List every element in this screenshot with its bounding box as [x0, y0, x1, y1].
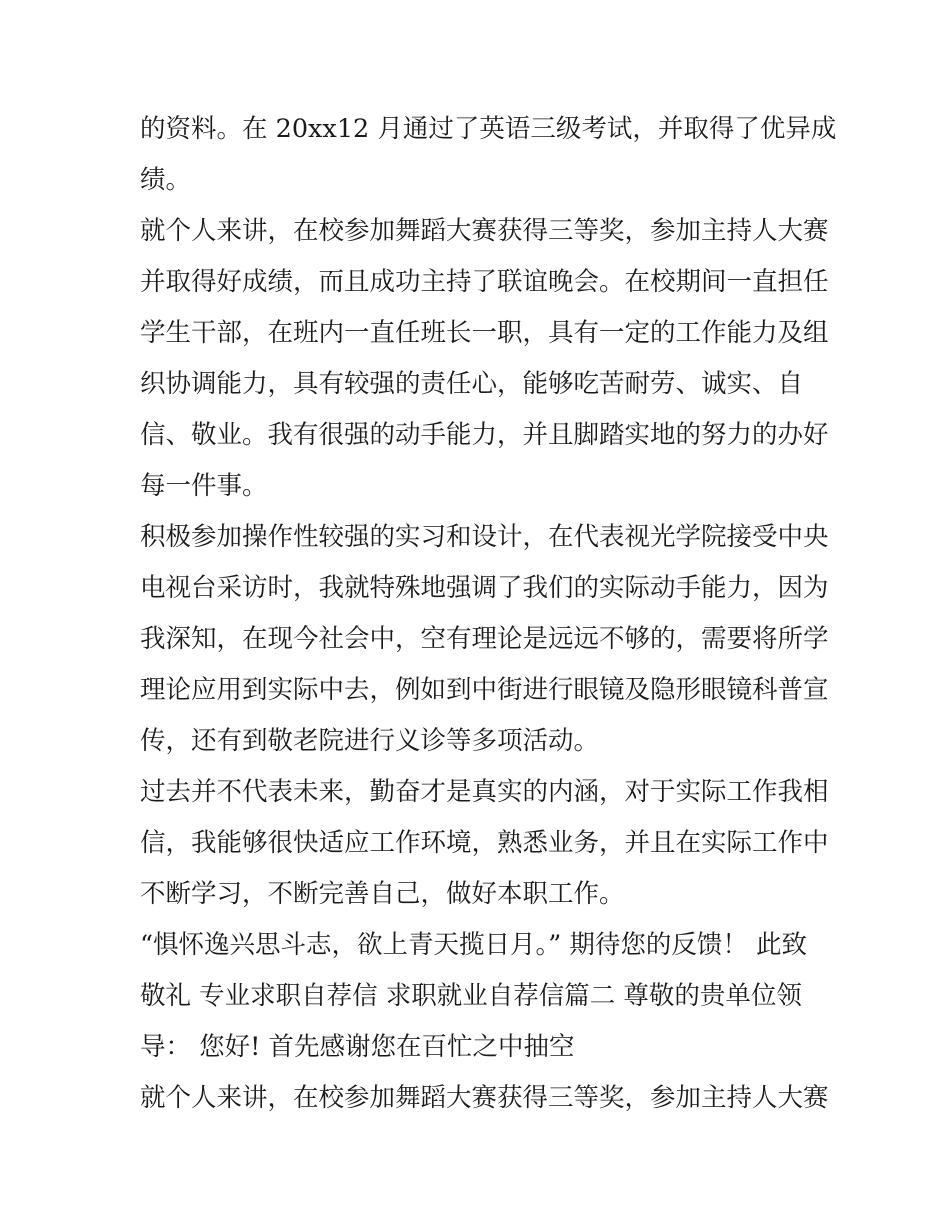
- text-line: 导： 您好! 首先感谢您在百忙之中抽空: [140, 1032, 575, 1062]
- text-line: 并取得好成绩，而且成功主持了联谊晚会。在校期间一直担任: [140, 267, 829, 297]
- document-body: [140, 104, 837, 1124]
- text-line: 敬礼 专业求职自荐信 求职就业自荐信篇二 尊敬的贵单位领: [140, 981, 802, 1011]
- paragraph-exam-result: [140, 104, 837, 206]
- paragraph-closing-and-next-letter: [140, 920, 820, 1073]
- text-line: 传，还有到敬老院进行义诊等多项活动。: [140, 726, 600, 756]
- text-line: 电视台采访时，我就特殊地强调了我们的实际动手能力，因为: [140, 573, 829, 603]
- text-line: 过去并不代表未来，勤奋才是真实的内涵，对于实际工作我相: [140, 777, 829, 807]
- paragraph-repeated-achievements: [140, 1073, 829, 1124]
- text-line: 学生干部，在班内一直任班长一职，具有一定的工作能力及组: [140, 318, 829, 348]
- paragraph-practical-experience: [140, 512, 829, 767]
- paragraph-personal-achievements: [140, 206, 829, 512]
- text-line: 信，我能够很快适应工作环境，熟悉业务，并且在实际工作中: [140, 828, 829, 858]
- text-line: 积极参加操作性较强的实习和设计，在代表视光学院接受中央: [140, 522, 829, 552]
- text-line: 就个人来讲，在校参加舞蹈大赛获得三等奖，参加主持人大赛: [140, 216, 829, 246]
- text-line: 不断学习，不断完善自己，做好本职工作。: [140, 879, 625, 909]
- text-line: 织协调能力，具有较强的责任心，能够吃苦耐劳、诚实、自: [140, 369, 804, 399]
- text-line: “惧怀逸兴思斗志，欲上青天揽日月。” 期待您的反馈！ 此致: [140, 930, 808, 960]
- text-line: 绩。: [140, 165, 192, 195]
- text-line: 信、敬业。我有很强的动手能力，并且脚踏实地的努力的办好: [140, 420, 829, 450]
- text-line: 理论应用到实际中去，例如到中街进行眼镜及隐形眼镜科普宣: [140, 675, 829, 705]
- paragraph-future-outlook: [140, 767, 829, 920]
- text-line: 我深知，在现今社会中，空有理论是远远不够的，需要将所学: [140, 624, 829, 654]
- text-line: 每一件事。: [140, 471, 268, 501]
- text-line: 就个人来讲，在校参加舞蹈大赛获得三等奖，参加主持人大赛: [140, 1083, 829, 1113]
- text-line: 的资料。在 20xx12 月通过了英语三级考试，并取得了优异成: [140, 114, 837, 144]
